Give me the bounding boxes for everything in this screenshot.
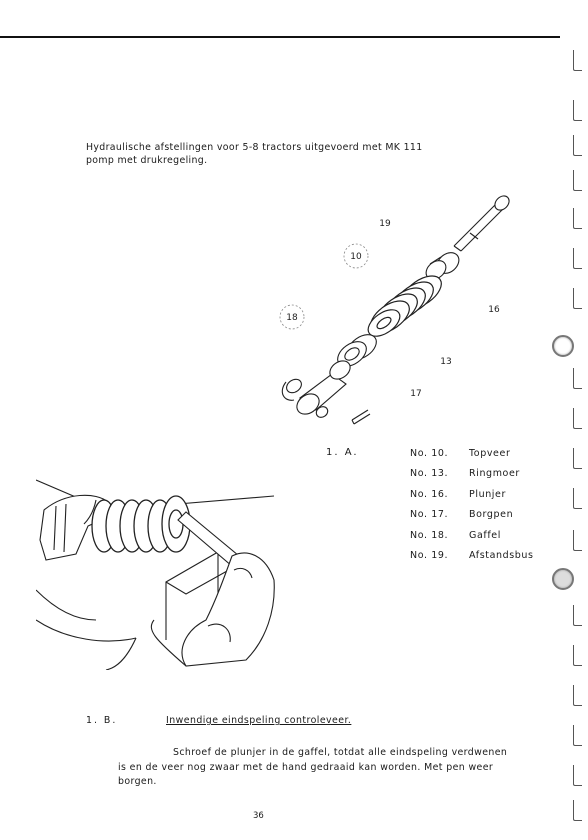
instruction-paragraph [118, 746, 528, 790]
legend-part-name: Afstandsbus [469, 549, 534, 561]
paragraph-line-3: borgen. [118, 776, 157, 787]
svg-text:19: 19 [379, 219, 391, 229]
binder-tab [573, 488, 582, 509]
binder-tab [573, 135, 582, 156]
heading-line-1: Hydraulische afstellingen voor 5-8 tractors uitgevoerd met MK 111 [86, 142, 423, 153]
paragraph-line-1: Schroef de plunjer in de gaffel, totdat alle eindspeling verdwenen [173, 747, 508, 758]
figure-caption-a: 1. A. [326, 447, 359, 458]
callout-18 [280, 305, 304, 329]
legend-part-name: Borgpen [469, 509, 514, 521]
lock-pin-drawing [352, 410, 370, 424]
binder-tab [573, 50, 582, 71]
binder-tab [573, 408, 582, 429]
binder-tab [573, 685, 582, 706]
spacer-pin-drawing [454, 193, 512, 251]
binder-tab [573, 725, 582, 746]
binder-tab [573, 368, 582, 389]
svg-text:16: 16 [488, 305, 500, 315]
binder-tab [573, 248, 582, 269]
binder-tab [573, 100, 582, 121]
page-number: 36 [253, 811, 264, 821]
callout-17 [410, 389, 421, 399]
callout-16 [488, 305, 500, 315]
legend-number: No. 16. [410, 488, 449, 500]
section-b-number: 1. B. [86, 715, 118, 726]
callout-19 [379, 219, 391, 229]
heading-line-2: pomp met drukregeling. [86, 155, 208, 166]
binder-tab [573, 645, 582, 666]
plunger-spring-drawing [364, 270, 447, 342]
legend-number: No. 10. [410, 448, 449, 459]
legend-number: No. 17. [410, 509, 449, 521]
paragraph-line-2: is en de veer nog zwaar met de hand gedraaid kan worden. Met pen weer [118, 761, 494, 773]
exploded-parts-diagram [0, 0, 560, 440]
legend-part-name: Topveer [469, 448, 511, 459]
binder-tab [573, 800, 582, 821]
svg-text:10: 10 [350, 252, 362, 262]
svg-text:13: 13 [440, 357, 452, 367]
legend-number: No. 19. [410, 549, 449, 561]
section-b-title: Inwendige eindspeling controleveer. [166, 715, 352, 726]
hands-adjusting-plunger-illustration [36, 470, 286, 670]
svg-text:17: 17 [410, 389, 422, 399]
binder-tab [573, 605, 582, 626]
legend-part-name: Gaffel [469, 529, 501, 541]
svg-text:18: 18 [286, 313, 298, 323]
binder-tab [573, 208, 582, 229]
callout-13 [440, 357, 451, 367]
binder-tab [573, 448, 582, 469]
binder-tabs [558, 30, 588, 840]
fork-drawing [282, 357, 353, 419]
legend-part-name: Ringmoer [469, 468, 520, 480]
punch-hole [552, 568, 574, 590]
legend-number: No. 18. [410, 529, 449, 541]
binder-tab [573, 288, 582, 309]
binder-tab [573, 530, 582, 551]
callout-10 [344, 244, 368, 268]
binder-tab [573, 170, 582, 191]
legend-part-name: Plunjer [469, 488, 506, 500]
binder-tab [573, 765, 582, 786]
legend-number: No. 13. [410, 468, 449, 480]
